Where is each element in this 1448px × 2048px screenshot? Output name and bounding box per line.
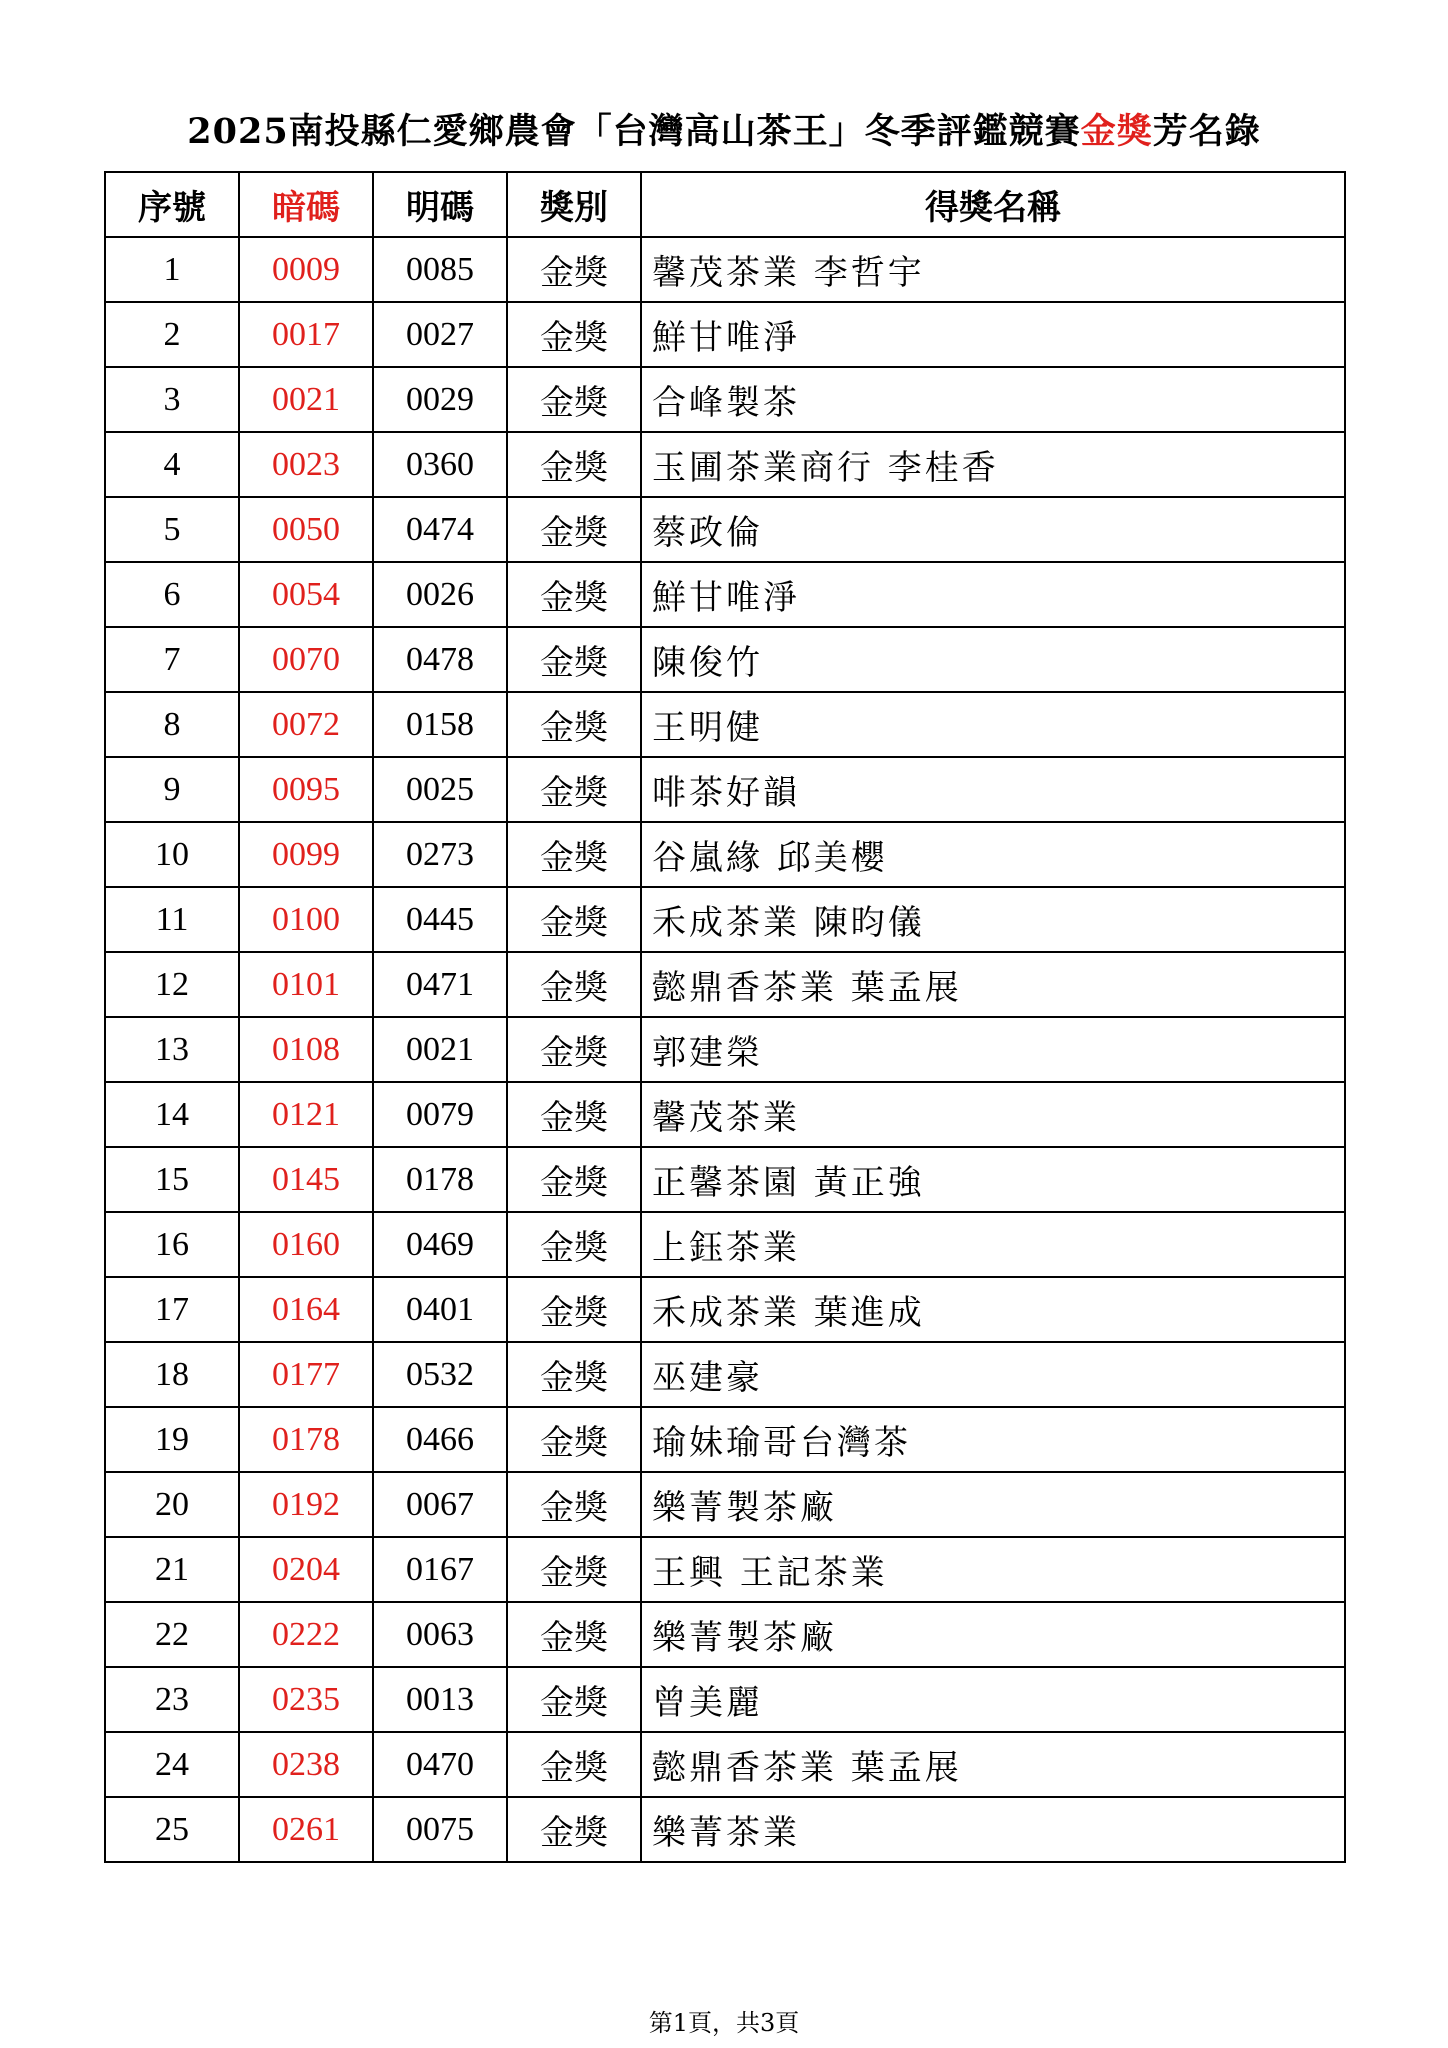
cell-secret-code: 0204 xyxy=(239,1537,373,1602)
header-seq: 序號 xyxy=(105,172,239,237)
table-body xyxy=(105,237,1345,1862)
table-row xyxy=(105,1797,1345,1862)
cell-public-code: 0079 xyxy=(373,1082,507,1147)
cell-secret-code: 0072 xyxy=(239,692,373,757)
cell-award: 金獎 xyxy=(507,562,641,627)
cell-name: 郭建榮 xyxy=(641,1017,1345,1082)
table-row xyxy=(105,1277,1345,1342)
cell-name: 禾成茶業 陳昀儀 xyxy=(641,887,1345,952)
table-row xyxy=(105,432,1345,497)
cell-name: 樂菁製茶廠 xyxy=(641,1602,1345,1667)
cell-name: 巫建豪 xyxy=(641,1342,1345,1407)
cell-seq: 17 xyxy=(105,1277,239,1342)
cell-secret-code: 0054 xyxy=(239,562,373,627)
cell-public-code: 0067 xyxy=(373,1472,507,1537)
cell-award: 金獎 xyxy=(507,1797,641,1862)
cell-award: 金獎 xyxy=(507,887,641,952)
cell-seq: 3 xyxy=(105,367,239,432)
table-row xyxy=(105,237,1345,302)
cell-award: 金獎 xyxy=(507,1472,641,1537)
cell-public-code: 0178 xyxy=(373,1147,507,1212)
cell-secret-code: 0009 xyxy=(239,237,373,302)
cell-secret-code: 0108 xyxy=(239,1017,373,1082)
cell-secret-code: 0050 xyxy=(239,497,373,562)
cell-secret-code: 0160 xyxy=(239,1212,373,1277)
cell-award: 金獎 xyxy=(507,432,641,497)
cell-secret-code: 0178 xyxy=(239,1407,373,1472)
cell-award: 金獎 xyxy=(507,1082,641,1147)
cell-secret-code: 0177 xyxy=(239,1342,373,1407)
cell-public-code: 0025 xyxy=(373,757,507,822)
cell-seq: 18 xyxy=(105,1342,239,1407)
cell-seq: 24 xyxy=(105,1732,239,1797)
table-row xyxy=(105,757,1345,822)
cell-seq: 1 xyxy=(105,237,239,302)
cell-award: 金獎 xyxy=(507,1147,641,1212)
cell-public-code: 0478 xyxy=(373,627,507,692)
table-row xyxy=(105,1602,1345,1667)
cell-seq: 12 xyxy=(105,952,239,1017)
cell-seq: 16 xyxy=(105,1212,239,1277)
cell-seq: 20 xyxy=(105,1472,239,1537)
table-header-row xyxy=(105,172,1345,237)
cell-secret-code: 0100 xyxy=(239,887,373,952)
cell-secret-code: 0017 xyxy=(239,302,373,367)
table-row xyxy=(105,1537,1345,1602)
cell-name: 瑜妹瑜哥台灣茶 xyxy=(641,1407,1345,1472)
cell-public-code: 0466 xyxy=(373,1407,507,1472)
cell-name: 禾成茶業 葉進成 xyxy=(641,1277,1345,1342)
cell-public-code: 0471 xyxy=(373,952,507,1017)
cell-public-code: 0027 xyxy=(373,302,507,367)
cell-public-code: 0167 xyxy=(373,1537,507,1602)
cell-seq: 5 xyxy=(105,497,239,562)
cell-secret-code: 0121 xyxy=(239,1082,373,1147)
header-award: 獎別 xyxy=(507,172,641,237)
cell-award: 金獎 xyxy=(507,822,641,887)
header-secret-code: 暗碼 xyxy=(239,172,373,237)
cell-public-code: 0013 xyxy=(373,1667,507,1732)
cell-secret-code: 0235 xyxy=(239,1667,373,1732)
table-row xyxy=(105,1342,1345,1407)
table-row xyxy=(105,302,1345,367)
title-prefix: 2025南投縣仁愛鄉農會「台灣高山茶王」冬季評鑑競賽 xyxy=(187,111,1081,152)
cell-public-code: 0075 xyxy=(373,1797,507,1862)
table-row xyxy=(105,1082,1345,1147)
header-public-code: 明碼 xyxy=(373,172,507,237)
cell-name: 馨茂茶業 李哲宇 xyxy=(641,237,1345,302)
cell-award: 金獎 xyxy=(507,1342,641,1407)
cell-public-code: 0470 xyxy=(373,1732,507,1797)
cell-award: 金獎 xyxy=(507,367,641,432)
cell-secret-code: 0021 xyxy=(239,367,373,432)
cell-seq: 10 xyxy=(105,822,239,887)
cell-name: 馨茂茶業 xyxy=(641,1082,1345,1147)
cell-seq: 2 xyxy=(105,302,239,367)
cell-award: 金獎 xyxy=(507,237,641,302)
table-row xyxy=(105,1017,1345,1082)
table-row xyxy=(105,1212,1345,1277)
cell-public-code: 0021 xyxy=(373,1017,507,1082)
cell-public-code: 0401 xyxy=(373,1277,507,1342)
table-row xyxy=(105,367,1345,432)
cell-seq: 21 xyxy=(105,1537,239,1602)
cell-seq: 4 xyxy=(105,432,239,497)
cell-public-code: 0532 xyxy=(373,1342,507,1407)
header-name: 得獎名稱 xyxy=(641,172,1345,237)
cell-secret-code: 0101 xyxy=(239,952,373,1017)
cell-name: 懿鼎香茶業 葉孟展 xyxy=(641,1732,1345,1797)
cell-seq: 8 xyxy=(105,692,239,757)
cell-award: 金獎 xyxy=(507,302,641,367)
page-title xyxy=(0,108,1448,156)
title-suffix: 芳名錄 xyxy=(1152,111,1261,152)
cell-name: 啡茶好韻 xyxy=(641,757,1345,822)
cell-name: 正馨茶園 黃正強 xyxy=(641,1147,1345,1212)
cell-award: 金獎 xyxy=(507,952,641,1017)
cell-public-code: 0360 xyxy=(373,432,507,497)
cell-name: 合峰製茶 xyxy=(641,367,1345,432)
cell-name: 玉圃茶業商行 李桂香 xyxy=(641,432,1345,497)
cell-secret-code: 0095 xyxy=(239,757,373,822)
award-table xyxy=(104,171,1346,1863)
cell-secret-code: 0023 xyxy=(239,432,373,497)
cell-award: 金獎 xyxy=(507,1537,641,1602)
table-row xyxy=(105,562,1345,627)
cell-seq: 14 xyxy=(105,1082,239,1147)
cell-public-code: 0063 xyxy=(373,1602,507,1667)
cell-award: 金獎 xyxy=(507,1017,641,1082)
cell-name: 樂菁茶業 xyxy=(641,1797,1345,1862)
cell-public-code: 0158 xyxy=(373,692,507,757)
cell-award: 金獎 xyxy=(507,1732,641,1797)
cell-public-code: 0445 xyxy=(373,887,507,952)
cell-secret-code: 0099 xyxy=(239,822,373,887)
cell-public-code: 0273 xyxy=(373,822,507,887)
table-row xyxy=(105,1667,1345,1732)
table-row xyxy=(105,1147,1345,1212)
cell-name: 王興 王記茶業 xyxy=(641,1537,1345,1602)
table-row xyxy=(105,497,1345,562)
cell-seq: 13 xyxy=(105,1017,239,1082)
cell-seq: 23 xyxy=(105,1667,239,1732)
title-highlight: 金獎 xyxy=(1080,111,1153,152)
cell-secret-code: 0261 xyxy=(239,1797,373,1862)
table-row xyxy=(105,692,1345,757)
cell-public-code: 0474 xyxy=(373,497,507,562)
table-row xyxy=(105,1407,1345,1472)
cell-name: 懿鼎香茶業 葉孟展 xyxy=(641,952,1345,1017)
cell-name: 鮮甘唯淨 xyxy=(641,302,1345,367)
cell-name: 蔡政倫 xyxy=(641,497,1345,562)
cell-seq: 9 xyxy=(105,757,239,822)
cell-name: 上鈺茶業 xyxy=(641,1212,1345,1277)
cell-name: 鮮甘唯淨 xyxy=(641,562,1345,627)
cell-secret-code: 0222 xyxy=(239,1602,373,1667)
cell-award: 金獎 xyxy=(507,497,641,562)
cell-award: 金獎 xyxy=(507,1407,641,1472)
cell-secret-code: 0164 xyxy=(239,1277,373,1342)
cell-name: 谷嵐緣 邱美櫻 xyxy=(641,822,1345,887)
cell-public-code: 0026 xyxy=(373,562,507,627)
cell-public-code: 0029 xyxy=(373,367,507,432)
cell-seq: 15 xyxy=(105,1147,239,1212)
cell-award: 金獎 xyxy=(507,757,641,822)
table-row xyxy=(105,887,1345,952)
cell-secret-code: 0238 xyxy=(239,1732,373,1797)
cell-award: 金獎 xyxy=(507,1667,641,1732)
table-row xyxy=(105,627,1345,692)
cell-seq: 6 xyxy=(105,562,239,627)
cell-award: 金獎 xyxy=(507,692,641,757)
cell-award: 金獎 xyxy=(507,1212,641,1277)
cell-secret-code: 0192 xyxy=(239,1472,373,1537)
cell-seq: 25 xyxy=(105,1797,239,1862)
cell-name: 陳俊竹 xyxy=(641,627,1345,692)
cell-seq: 19 xyxy=(105,1407,239,1472)
cell-name: 曾美麗 xyxy=(641,1667,1345,1732)
cell-seq: 7 xyxy=(105,627,239,692)
cell-secret-code: 0145 xyxy=(239,1147,373,1212)
cell-name: 樂菁製茶廠 xyxy=(641,1472,1345,1537)
cell-secret-code: 0070 xyxy=(239,627,373,692)
cell-name: 王明健 xyxy=(641,692,1345,757)
cell-public-code: 0469 xyxy=(373,1212,507,1277)
cell-award: 金獎 xyxy=(507,627,641,692)
cell-award: 金獎 xyxy=(507,1602,641,1667)
table-row xyxy=(105,952,1345,1017)
cell-seq: 11 xyxy=(105,887,239,952)
table-row xyxy=(105,822,1345,887)
cell-public-code: 0085 xyxy=(373,237,507,302)
table-row xyxy=(105,1472,1345,1537)
cell-award: 金獎 xyxy=(507,1277,641,1342)
cell-seq: 22 xyxy=(105,1602,239,1667)
page-footer: 第1頁，共3頁 xyxy=(648,2009,800,2037)
table-row xyxy=(105,1732,1345,1797)
